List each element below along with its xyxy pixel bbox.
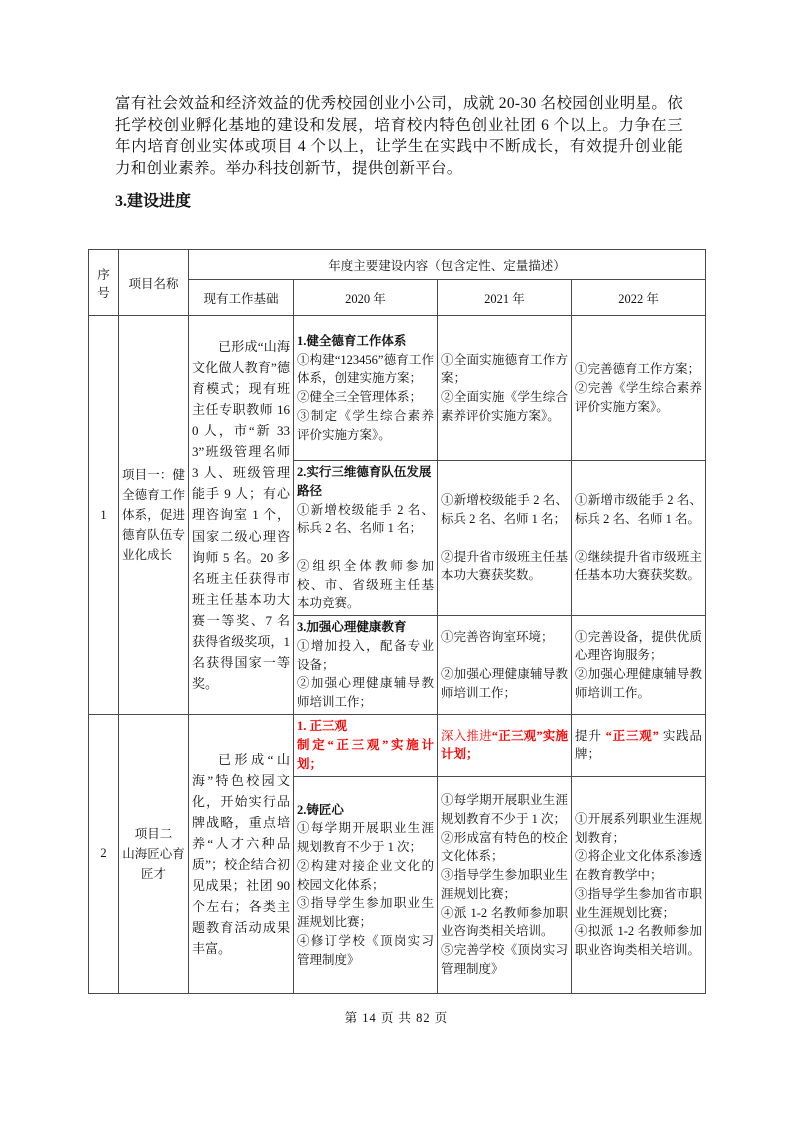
section-heading: 3.建设进度	[115, 193, 192, 211]
row1-sub2-2022: ①新增市级能手 2 名、标兵 2 名、名师 1 名。 ②继续提升省市级班主任基本功大赛获奖数。	[572, 461, 706, 616]
row1-sub3-2020-title: 3.加强心理健康教育	[297, 620, 407, 635]
row2-sub1-2021	[438, 714, 572, 776]
row1-sub1-2020	[294, 316, 438, 461]
row1-sub1-2020-title: 1.健全德育工作体系	[297, 333, 407, 348]
construction-progress-table	[88, 249, 706, 994]
row1-sub1-2022: ①完善德育工作方案； ②完善《学生综合素养评价实施方案》。	[572, 316, 706, 461]
row2-project-line1: 项目二	[134, 826, 173, 841]
header-annual-content: 年度主要建设内容（包含定性、定量描述）	[189, 250, 706, 280]
row1-sub2-2020-title: 2.实行三维德育队伍发展路径	[297, 465, 432, 498]
row2-sub2-2020-title: 2.铸匠心	[297, 802, 344, 817]
header-year-2020: 2020 年	[294, 280, 438, 316]
header-year-2022: 2022 年	[572, 280, 706, 316]
row1-project-name: 项目一：健全德育工作体系，促进德育队伍专业化成长	[119, 316, 189, 715]
row1-sub2-2020	[294, 461, 438, 616]
row2-existing-base: 已形成“山海”特色校园文化，开始实行品牌战略，重点培养“人才六种品质”；校企结合初见成果；社团 90 个左右；各类主题教育活动成果丰富。	[189, 714, 294, 993]
intro-paragraph: 富有社会效益和经济效益的优秀校园创业小公司，成就 20-30 名校园创业明星。依托学校创业孵化基地的建设和发展，培育校内特色创业社团 6 个以上。力争在三年内培育创业实体或项目 4 个以上，让学生在实践中不断成长，有效提升创业能力和创业素养。举办科技创新节，提供创新平台。	[115, 95, 683, 177]
row1-sub3-2021: ①完善咨询室环境； ②加强心理健康辅导教师培训工作；	[438, 616, 572, 715]
header-year-2021: 2021 年	[438, 280, 572, 316]
row1-existing-base: 已形成“山海文化做人教育”德育模式；现有班主任专职教师 160 人，市“新 333”班级管理名师 3 人、班级管理能手 9 人；有心理咨询室 1 个，国家二级心理咨询师 5 名。20 多名班主任获得市班主任基本功大赛一等奖、7 名获得省级奖项，1 名获得国家一等奖。	[189, 316, 294, 715]
row2-sub1-2020	[294, 714, 438, 776]
row1-sub3-2022: ①完善设备，提供优质心理咨询服务； ②加强心理健康辅导教师培训工作。	[572, 616, 706, 715]
row2-sub2-2020	[294, 776, 438, 993]
row2-sub1-2021-seg2: “正三观”实施计划；	[441, 728, 568, 762]
header-seq: 序号	[89, 250, 119, 316]
row2-sub2-2020-items: ①每学期开展职业生涯规划教育不少于 1 次； ②构建对接企业文化的校园文化体系； ③指导学生参加职业生涯规划比赛； ④修订学校《顶岗实习管理制度》	[297, 821, 434, 967]
row2-sub1-2022-seg2: “正三观”	[605, 728, 659, 743]
row2-sub1-2020-line: 制定“正三观”实施计划；	[297, 738, 434, 771]
row2-sub1-2022-seg1: 提升	[575, 728, 606, 743]
row2-sub1-2020-title: 1. 正三观	[297, 719, 348, 734]
row1-sub3-2020	[294, 616, 438, 715]
row2-sub1-2022-seg3: 实践品牌；	[575, 728, 702, 762]
row2-seq: 2	[89, 714, 119, 993]
page-number: 第 14 页 共 82 页	[344, 1010, 449, 1025]
row1-sub2-2021: ①新增校级能手 2 名、标兵 2 名、名师 1 名； ②提升省市级班主任基本功大赛获奖数。	[438, 461, 572, 616]
header-existing-base: 现有工作基础	[189, 280, 294, 316]
row2-project-name	[119, 714, 189, 993]
row1-sub1-2021: ①全面实施德育工作方案； ②全面实施《学生综合素养评价实施方案》。	[438, 316, 572, 461]
row2-sub1-2021-seg1: 深入推进	[441, 728, 492, 743]
row2-sub2-2021: ①每学期开展职业生涯规划教育不少于 1 次； ②形成富有特色的校企文化体系； ③指导学生参加职业生涯规划比赛； ④派 1-2 名教师参加职业咨询类相关培训。 ⑤完善学校《顶岗实习管理制度》	[438, 776, 572, 993]
row1-seq: 1	[89, 316, 119, 715]
row1-sub2-2020-items: ①新增校级能手 2 名、标兵 2 名、名师 1 名； ②组织全体教师参加校、市、省级班主任基本功竞赛。	[297, 502, 434, 611]
row1-sub3-2020-items: ①增加投入，配备专业设备； ②加强心理健康辅导教师培训工作；	[297, 638, 434, 710]
header-project: 项目名称	[119, 250, 189, 316]
row2-sub1-2022	[572, 714, 706, 776]
row2-sub2-2022: ①开展系列职业生涯规划教育； ②将企业文化体系渗透在教育教学中； ③指导学生参加省市职业生涯规划比赛； ④拟派 1-2 名教师参加职业咨询类相关培训。	[572, 776, 706, 993]
row2-project-line2: 山海匠心育匠才	[122, 846, 185, 881]
row1-sub1-2020-items: ①构建“123456”德育工作体系，创建实施方案； ②健全三全管理体系； ③制定《学生综合素养评价实施方案》。	[297, 352, 434, 442]
